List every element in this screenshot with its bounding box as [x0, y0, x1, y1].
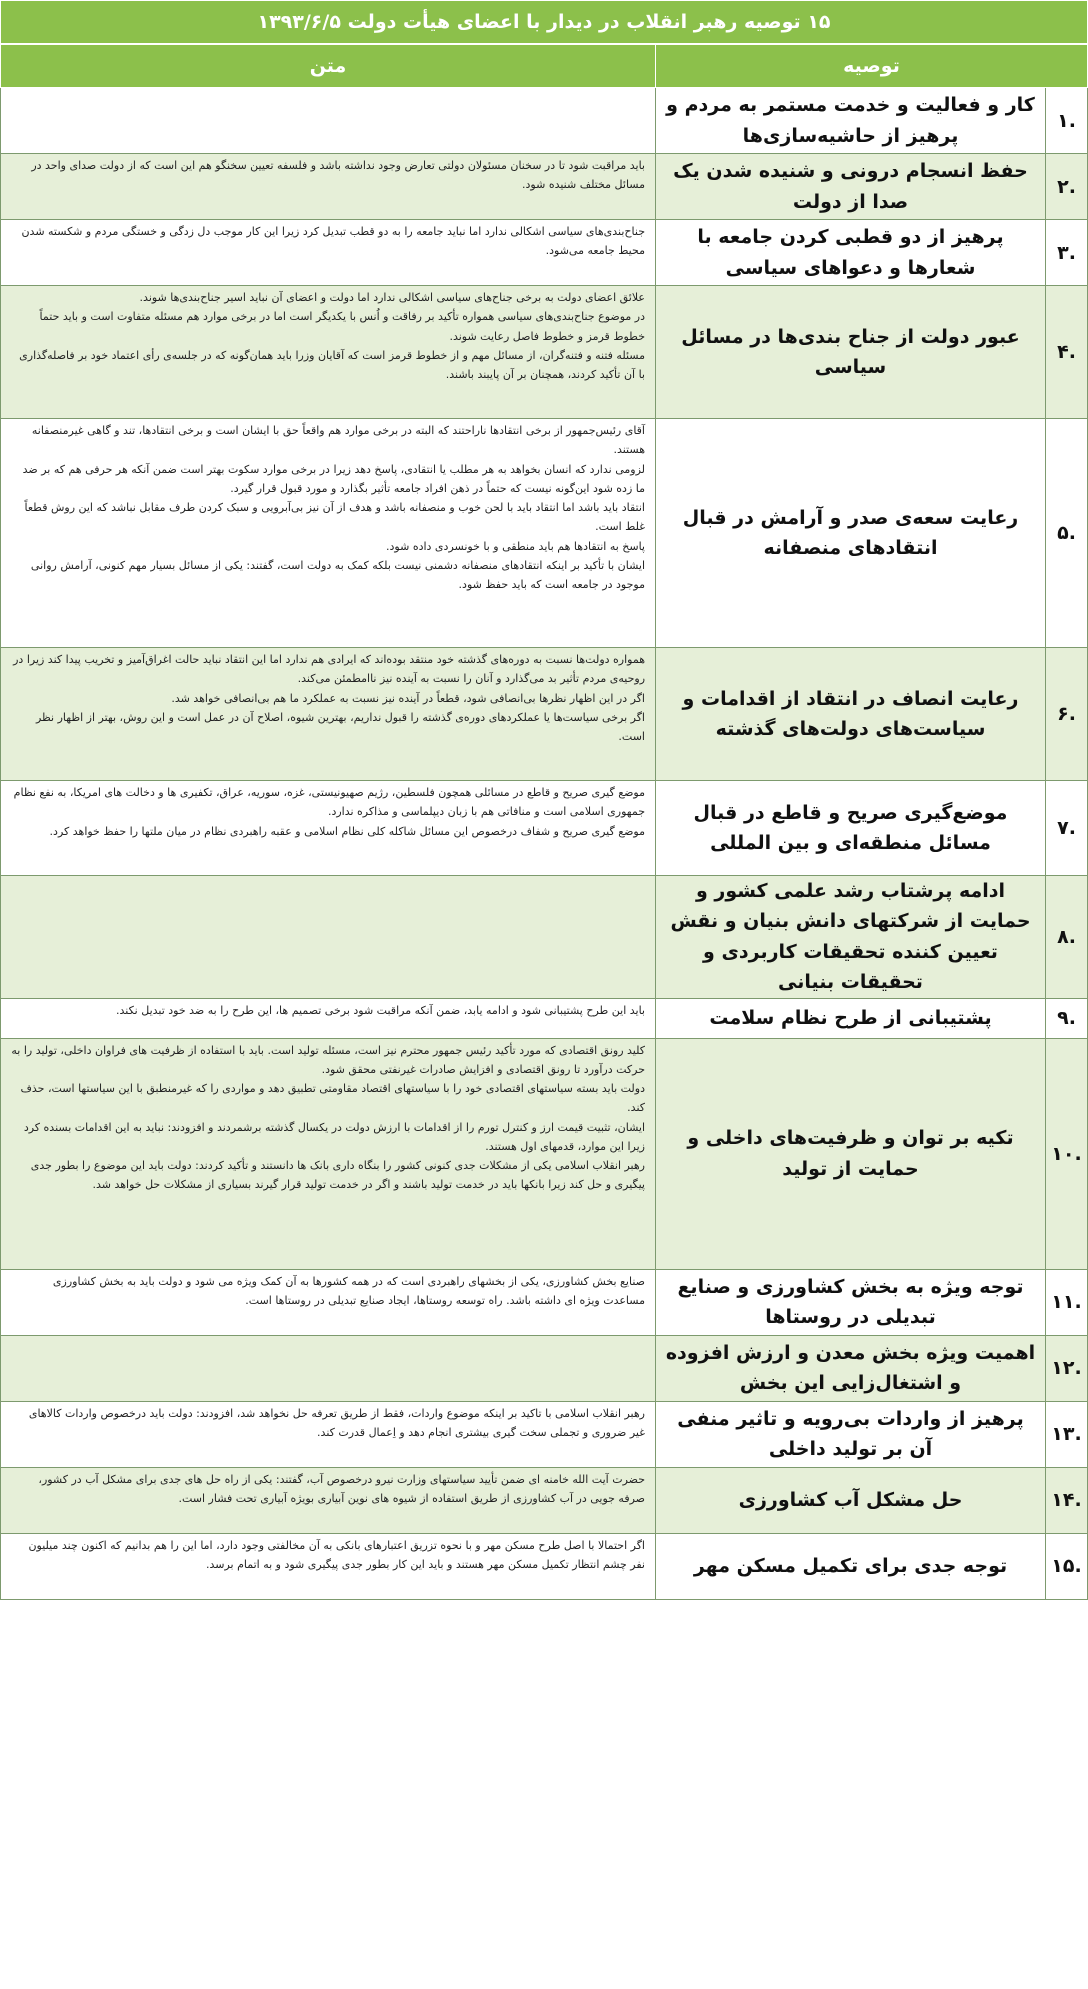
text-paragraph: موضع گیری صریح و شفاف درخصوص این مسائل شاکله کلی نظام اسلامی و عقبه راهبردی نظام در میان ملتها را حفظ خواهد کرد. — [49, 824, 645, 838]
text-paragraph: علائق اعضای دولت به برخی جناح‌های سیاسی اشکالی ندارد اما دولت و اعضای آن نباید اسیر جناح‌بندی‌ها شوند. — [139, 291, 645, 304]
text-paragraph: باید مراقبت شود تا در سخنان مسئولان دولتی تعارض وجود نداشته باشد و فلسفه تعیین سخنگو هم این است که از دولت صدای واحد در مسائل مختلف شنیده شود. — [31, 159, 645, 192]
text-paragraph: لزومی ندارد که انسان بخواهد به هر مطلب یا انتقادی، پاسخ دهد زیرا در برخی موارد سکوت بهتر است ضمن آنکه هر حرفی هم که بر ضد ما زده شود این‌گونه نیست که حتماً در ذهن افراد جامعه تأثیر بگذارد و مورد قبول قرار گیرد. — [22, 462, 645, 495]
text-paragraph: پاسخ به انتقادها هم باید منطقی و با خونسردی داده شود. — [386, 539, 645, 553]
text-cell — [1, 88, 656, 154]
text-paragraph: رهبر انقلاب اسلامی یکی از مشکلات جدی کنونی کشور را بنگاه داری بانک ها دانستند و تأکید کردند: دولت باید این موضوع را بطور جدی پیگیری و حل کند زیرا بانکها باید در خدمت تولید باشند و اگر در خدمت تولید قرار گیرند بسیاری از مشکلات حل خواهد شد. — [30, 1159, 645, 1192]
text-cell — [1, 1533, 656, 1599]
table-title: ۱۵ توصیه رهبر انقلاب در دیدار با اعضای هیأت دولت ۱۳۹۳/۶/۵ — [1, 1, 1088, 45]
text-cell — [1, 1038, 656, 1269]
recommendation-cell: توجه ویژه به بخش کشاورزی و صنایع تبدیلی در روستاها — [656, 1269, 1046, 1335]
table-row — [1, 220, 1088, 286]
table-row — [1, 648, 1088, 781]
text-cell — [1, 154, 656, 220]
recommendation-cell: پشتیبانی از طرح نظام سلامت — [656, 998, 1046, 1038]
row-number: .۴ — [1046, 286, 1088, 419]
row-number: .۱۱ — [1046, 1269, 1088, 1335]
text-paragraph: آقای رئیس‌جمهور از برخی انتقادها ناراحتند که البته در برخی موارد هم واقعاً حق با ایشان است و برخی انتقادها، تند و گاهی غیرمنصفانه هستند. — [31, 424, 645, 457]
row-number: .۶ — [1046, 648, 1088, 781]
recommendation-cell: پرهیز از دو قطبی کردن جامعه با شعارها و دعواهای سیاسی — [656, 220, 1046, 286]
text-paragraph: صنایع بخش کشاورزی، یکی از بخشهای راهبردی است که در همه کشورها به آن کمک ویژه می شود و دولت باید به بخش کشاورزی مساعدت ویژه ای داشته باشد. راه توسعه روستاها، ایجاد صنایع تبدیلی در روستاها است. — [52, 1274, 645, 1307]
row-number: .۱۲ — [1046, 1335, 1088, 1401]
recommendation-cell: توجه جدی برای تکمیل مسکن مهر — [656, 1533, 1046, 1599]
row-number: .۱۵ — [1046, 1533, 1088, 1599]
text-paragraph: رهبر انقلاب اسلامی با تاکید بر اینکه موضوع واردات، فقط از طریق تعرفه حل نخواهد شد، افزودند: دولت باید درخصوص واردات کالاهای غیر ضروری و تجملی سخت گیری بیشتری انجام دهد و اِعمال قدرت کند. — [28, 1406, 645, 1439]
header-recommendation: توصیه — [656, 44, 1088, 88]
row-number: .۸ — [1046, 876, 1088, 999]
text-cell — [1, 998, 656, 1038]
text-paragraph: موضع گیری صریح و قاطع در مسائلی همچون فلسطین، رژیم صهیونیستی، غزه، سوریه، عراق، تکفیری ها و دخالت های امریکا، به نفع نظام جمهوری اسلامی است و منافاتی هم با زبان دیپلماسی و مذاکره ندارد. — [13, 786, 645, 819]
text-paragraph: دولت باید بسته سیاستهای اقتصادی خود را با سیاستهای اقتصاد مقاومتی تطبیق دهد و مواردی را که غیرمنطبق با این سیاستها است، حذف کند. — [20, 1082, 645, 1115]
text-paragraph: اگر احتمالا با اصل طرح مسکن مهر و با نحوه تزریق اعتبارهای بانکی به آن مخالفتی وجود دارد، اما این را هم بدانیم که اکنون چند میلیون نفر چشم انتظار تکمیل مسکن مهر هستند و باید این کار بطور جدی پیگیری شود و به اتمام برسد. — [28, 1538, 645, 1571]
table-row — [1, 1467, 1088, 1533]
table-body — [1, 88, 1088, 1600]
row-number: .۷ — [1046, 781, 1088, 876]
recommendation-cell: رعایت سعه‌ی صدر و آرامش در قبال انتقادهای منصفانه — [656, 419, 1046, 648]
text-cell — [1, 1269, 656, 1335]
text-cell — [1, 220, 656, 286]
text-cell — [1, 648, 656, 781]
table-row — [1, 1038, 1088, 1269]
text-cell — [1, 286, 656, 419]
table-row — [1, 781, 1088, 876]
row-number: .۱۴ — [1046, 1467, 1088, 1533]
recommendation-cell: حل مشکل آب کشاورزی — [656, 1467, 1046, 1533]
row-number: .۹ — [1046, 998, 1088, 1038]
table-row — [1, 876, 1088, 999]
header-row — [1, 44, 1088, 88]
text-paragraph: انتقاد باید باشد اما انتقاد باید با لحن خوب و منصفانه باشد و هدف از آن نیز بی‌آبرویی و سبک کردن طرف مقابل نباشد که این روش قطعاً غلط است. — [24, 501, 645, 534]
text-paragraph: مسئله فتنه و فتنه‌گران، از مسائل مهم و از خطوط قرمز است که آقایان وزرا باید همان‌گونه که در جلسه‌ی رأی اعتماد خود بر فاصله‌گذاری با آن تأکید کردند، همچنان بر آن پایبند باشند. — [19, 348, 645, 381]
recommendation-cell: رعایت انصاف در انتقاد از اقدامات و سیاست‌های دولت‌های گذشته — [656, 648, 1046, 781]
text-cell — [1, 419, 656, 648]
text-paragraph: اگر برخی سیاست‌ها یا عملکردهای دوره‌ی گذشته را قبول نداریم، بهترین شیوه، اصلاح آن در عمل است و این روش، بهتر از اظهار نظر است. — [35, 710, 645, 743]
row-number: .۵ — [1046, 419, 1088, 648]
text-cell — [1, 876, 656, 999]
row-number: .۳ — [1046, 220, 1088, 286]
table-row — [1, 154, 1088, 220]
recommendation-cell: پرهیز از واردات بی‌رویه و تاثیر منفی آن بر تولید داخلی — [656, 1401, 1046, 1467]
table-row — [1, 1401, 1088, 1467]
text-paragraph: ایشان، تثبیت قیمت ارز و کنترل تورم را از اقدامات با ارزش دولت در یکسال گذشته برشمردند و افزودند: نباید به این اقدامات بسنده کرد زیرا این موارد، قدمهای اول هستند. — [23, 1120, 645, 1153]
table-row — [1, 1269, 1088, 1335]
text-cell — [1, 1467, 656, 1533]
text-paragraph: باید این طرح پشتیبانی شود و ادامه یابد، ضمن آنکه مراقبت شود برخی تصمیم ها، این طرح را به ضد خود تبدیل نکند. — [116, 1003, 645, 1017]
text-paragraph: اگر در این اظهار نظرها بی‌انصافی شود، قطعاً در آینده نیز نسبت به عملکرد ما هم بی‌انصافی خواهد شد. — [171, 691, 645, 705]
header-text: متن — [1, 44, 656, 88]
text-cell — [1, 1401, 656, 1467]
text-cell — [1, 1335, 656, 1401]
text-paragraph: حضرت آیت الله خامنه ای ضمن تأیید سیاستهای وزارت نیرو درخصوص آب، گفتند: یکی از راه حل های جدی برای مشکل آب در کشور، صرفه جویی در آب کشاورزی از طریق استفاده از شیوه های نوین آبیاری بویژه آبیاری تحت فشار است. — [38, 1472, 645, 1505]
text-paragraph: کلید رونق اقتصادی که مورد تأکید رئیس جمهور محترم نیز است، مسئله تولید است. باید با استفاده از ظرفیت های فراوان داخلی، تولید را به حرکت درآورد تا رونق اقتصادی و افزایش صادرات غیرنفتی محقق شود. — [11, 1043, 645, 1076]
table-row — [1, 88, 1088, 154]
recommendation-cell: تکیه بر توان و ظرفیت‌های داخلی و حمایت از تولید — [656, 1038, 1046, 1269]
recommendation-cell: کار و فعالیت و خدمت مستمر به مردم و پرهیز از حاشیه‌سازی‌ها — [656, 88, 1046, 154]
recommendation-cell: حفظ انسجام درونی و شنیده شدن یک صدا از دولت — [656, 154, 1046, 220]
table-row — [1, 286, 1088, 419]
text-paragraph: جناح‌بندی‌های سیاسی اشکالی ندارد اما نباید جامعه را به دو قطب تبدیل کرد زیرا این کار موجب دل زدگی و خستگی مردم و شکسته شدن محیط جامعه می‌شود. — [21, 225, 645, 258]
text-paragraph: ایشان با تأکید بر اینکه انتقادهای منصفانه دشمنی نیست بلکه کمک به دولت است، گفتند: یکی از مسائل بسیار مهم کنونی، آرامش روانی موجود در جامعه است که باید حفظ شود. — [30, 558, 645, 591]
row-number: .۱ — [1046, 88, 1088, 154]
table-row — [1, 998, 1088, 1038]
row-number: .۲ — [1046, 154, 1088, 220]
title-row — [1, 1, 1088, 45]
text-cell — [1, 781, 656, 876]
row-number: .۱۳ — [1046, 1401, 1088, 1467]
recommendation-cell: اهمیت ویژه بخش معدن و ارزش افزوده و اشتغال‌زایی این بخش — [656, 1335, 1046, 1401]
table-row — [1, 419, 1088, 648]
recommendation-cell: عبور دولت از جناح بندی‌ها در مسائل سیاسی — [656, 286, 1046, 419]
recommendation-cell: ادامه پرشتاب رشد علمی کشور و حمایت از شرکتهای دانش بنیان و نقش تعیین کننده تحقیقات کاربردی و تحقیقات بنیانی — [656, 876, 1046, 999]
recommendation-cell: موضع‌گیری صریح و قاطع در قبال مسائل منطقه‌ای و بین المللی — [656, 781, 1046, 876]
table-row — [1, 1533, 1088, 1599]
table-row — [1, 1335, 1088, 1401]
text-paragraph: همواره دولت‌ها نسبت به دوره‌های گذشته خود منتقد بوده‌اند که ایرادی هم ندارد اما این انتقاد نباید حالت اغراق‌آمیز و تخریب پیدا کند زیرا در روحیه‌ی مردم تأثیر بد می‌گذارد و آنان را نسبت به آینده نیز ناامطمئن می‌کند. — [13, 653, 645, 686]
text-paragraph: در موضوع جناح‌بندی‌های سیاسی همواره تأکید بر رفاقت و اُنس با یکدیگر است اما در برخی موارد هم مسئله متفاوت است و باید حتماً خطوط قرمز و خطوط فاصل رعایت شوند. — [39, 310, 645, 343]
row-number: .۱۰ — [1046, 1038, 1088, 1269]
